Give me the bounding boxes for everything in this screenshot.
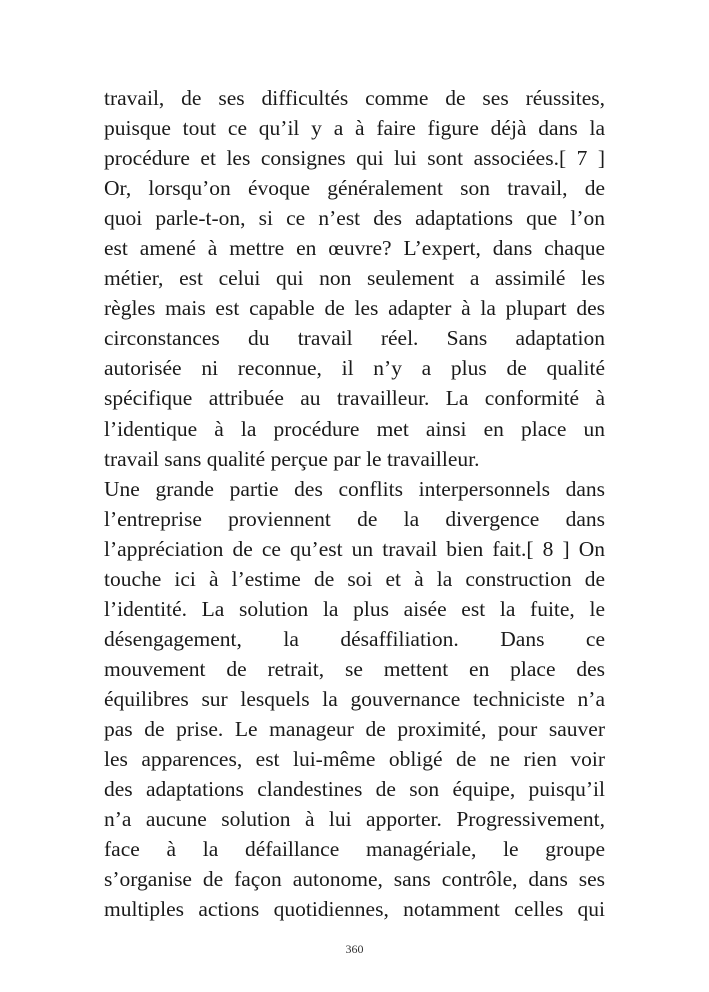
text-line: puisque tout ce qu’il y a à faire figure déjà dans la <box>104 116 605 141</box>
text-line: s’organise de façon autonome, sans contrôle, dans ses <box>104 867 605 892</box>
text-line: l’identique à la procédure met ainsi en place un <box>104 416 605 441</box>
text-line: les apparences, est lui-même obligé de ne rien voir <box>104 747 605 772</box>
body-text <box>104 83 605 924</box>
text-line: multiples actions quotidiennes, notamment celles qui <box>104 897 605 922</box>
text-line: travail, de ses difficultés comme de ses réussites, <box>104 86 605 110</box>
text-line: quoi parle-t-on, si ce n’est des adaptations que l’on <box>104 206 605 231</box>
text-line: Une grande partie des conflits interpersonnels dans <box>104 476 605 501</box>
text-line: spécifique attribuée au travailleur. La conformité à <box>104 386 605 411</box>
page-number: 360 <box>345 942 364 956</box>
text-line: l’identité. La solution la plus aisée est la fuite, le <box>104 596 605 621</box>
text-line: circonstances du travail réel. Sans adaptation <box>104 326 605 351</box>
text-line: procédure et les consignes qui lui sont associées.[ 7 ] <box>104 146 605 171</box>
text-line: face à la défaillance managériale, le groupe <box>104 837 605 862</box>
text-line: l’entreprise proviennent de la divergence dans <box>104 506 605 531</box>
text-line: n’a aucune solution à lui apporter. Progressivement, <box>104 807 605 832</box>
text-line: Or, lorsqu’on évoque généralement son travail, de <box>104 176 605 201</box>
text-line: équilibres sur lesquels la gouvernance techniciste n’a <box>104 686 605 711</box>
text-line: est amené à mettre en œuvre? L’expert, dans chaque <box>104 236 605 261</box>
text-line: des adaptations clandestines de son équipe, puisqu’il <box>104 777 605 802</box>
text-line: l’appréciation de ce qu’est un travail bien fait.[ 8 ] On <box>104 536 605 561</box>
text-line: métier, est celui qui non seulement a assimilé les <box>104 266 605 291</box>
text-line: pas de prise. Le manageur de proximité, pour sauver <box>104 716 605 741</box>
text-line: autorisée ni reconnue, il n’y a plus de qualité <box>104 356 605 381</box>
text-line: touche ici à l’estime de soi et à la construction de <box>104 566 605 591</box>
text-line: règles mais est capable de les adapter à la plupart des <box>104 296 605 321</box>
text-line: mouvement de retrait, se mettent en place des <box>104 656 605 681</box>
text-line: travail sans qualité perçue par le travailleur. <box>104 446 480 471</box>
text-line: désengagement, la désaffiliation. Dans ce <box>104 626 605 651</box>
